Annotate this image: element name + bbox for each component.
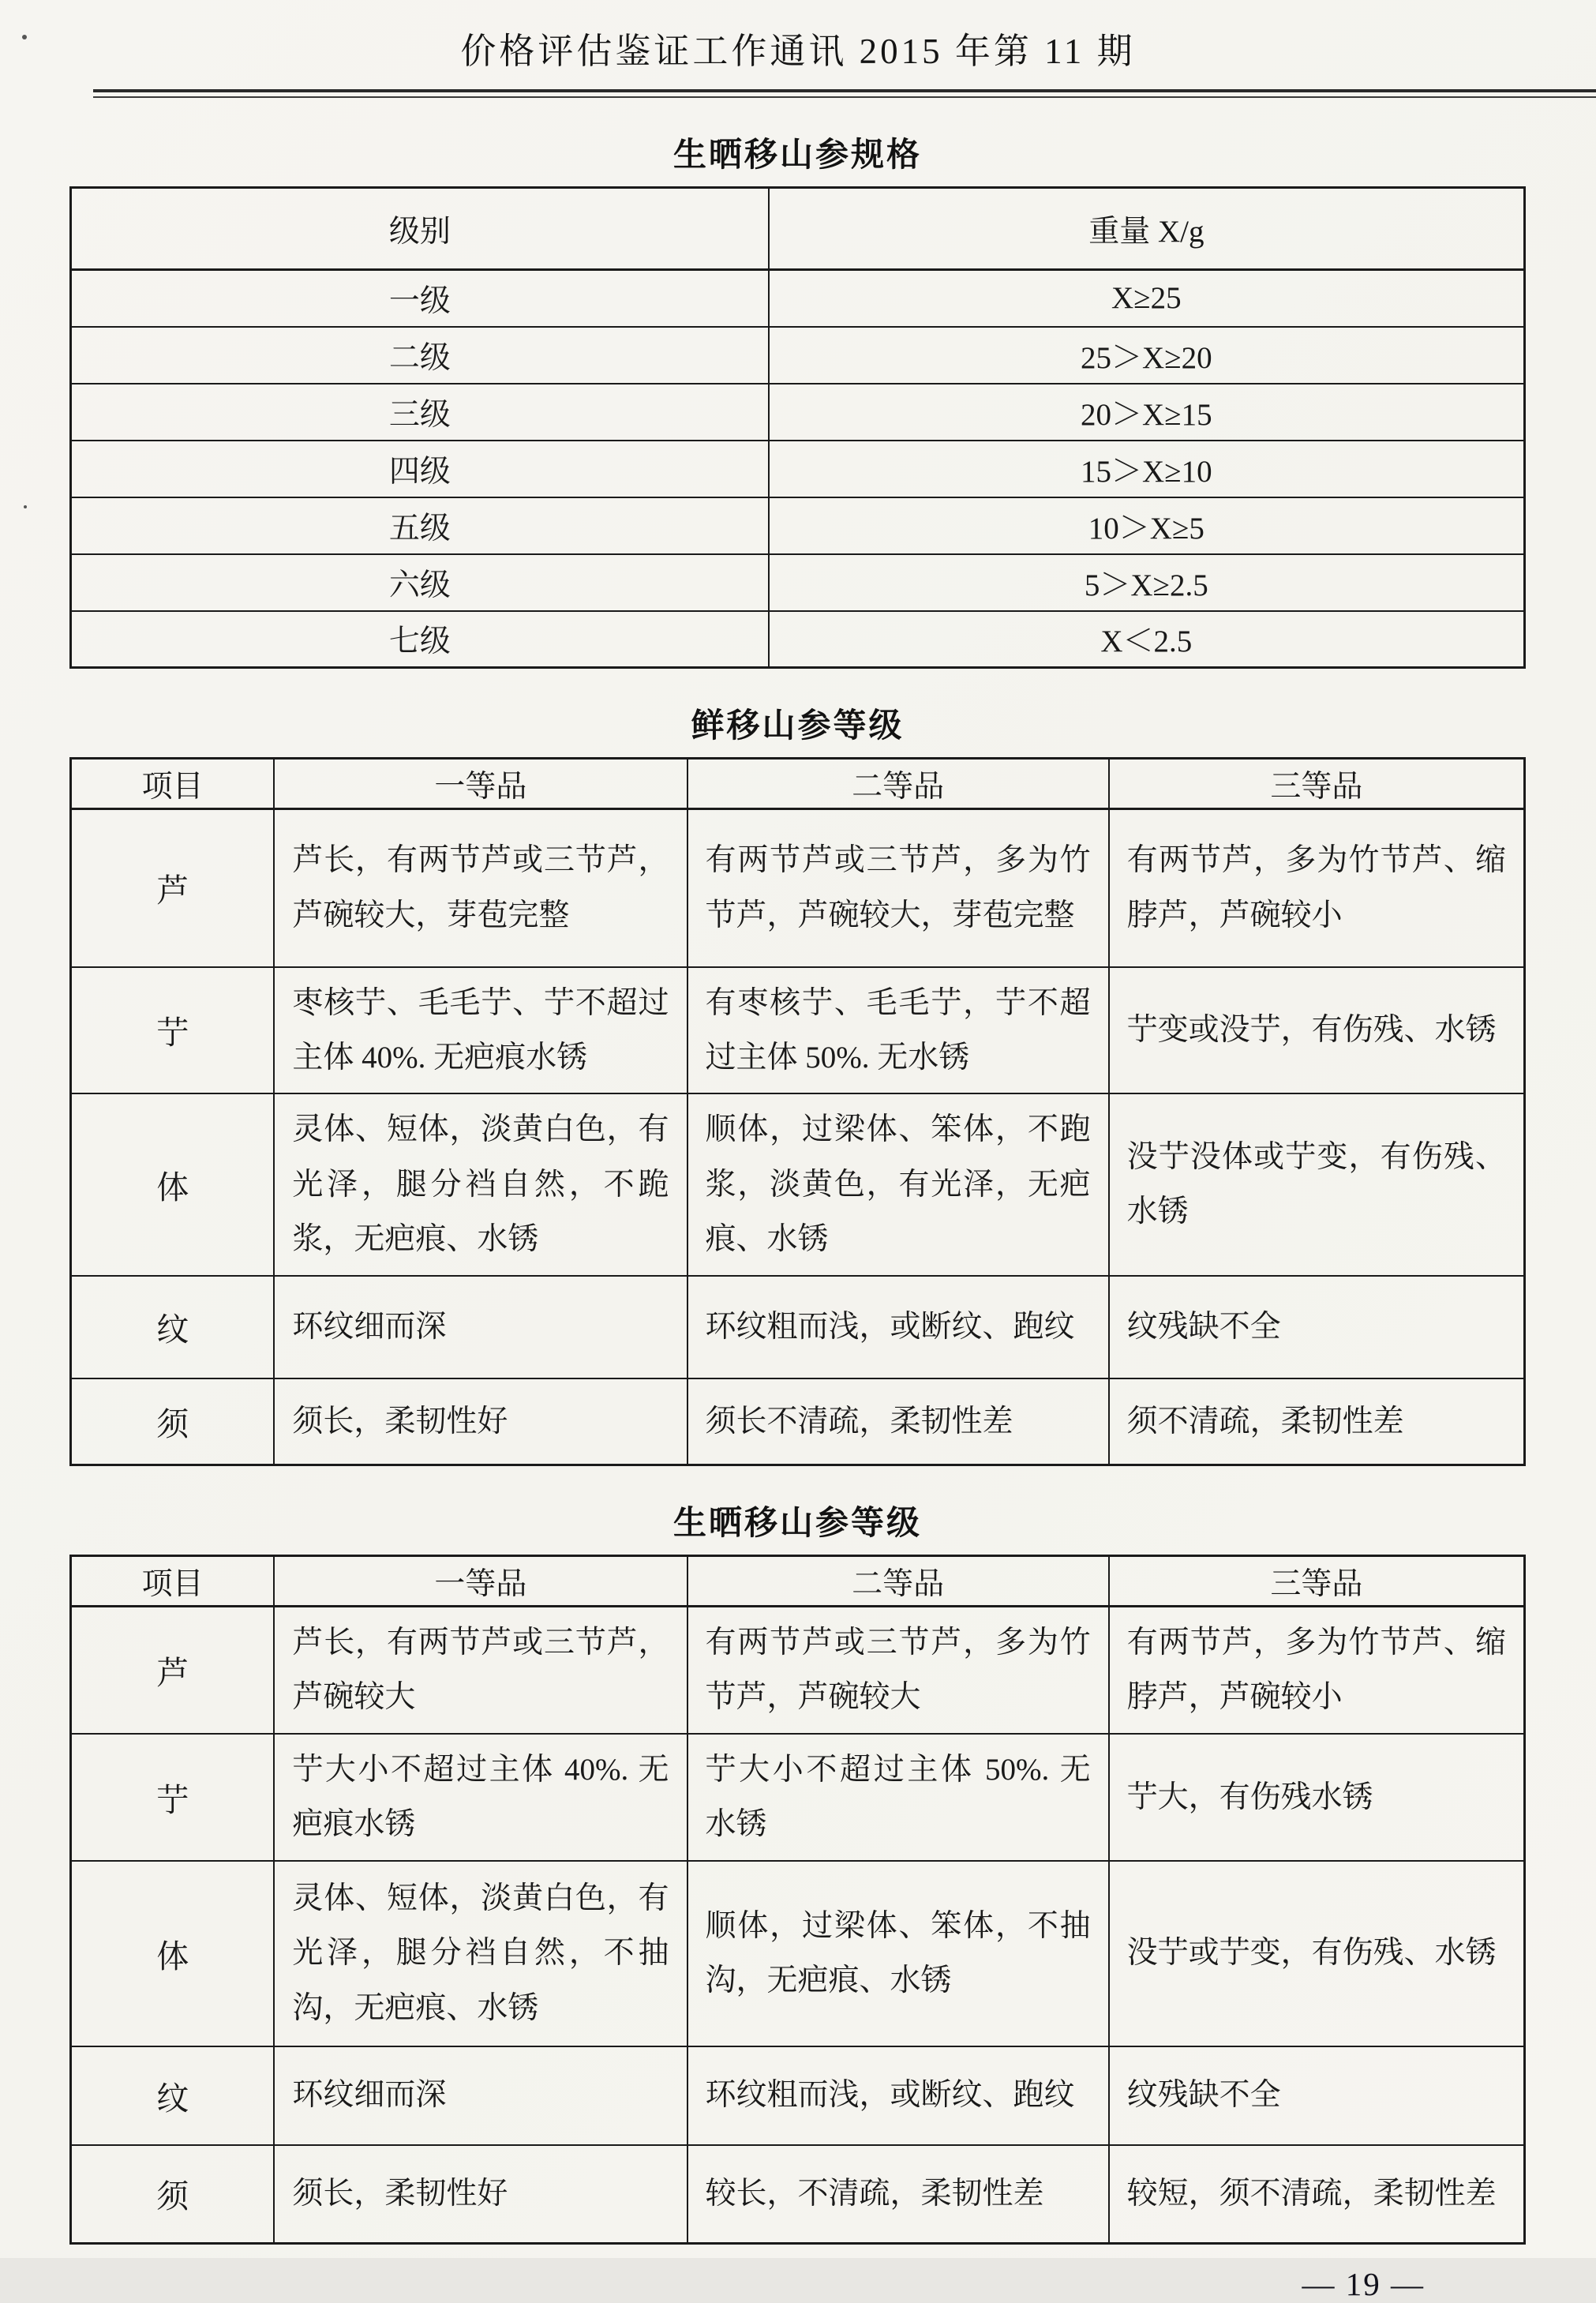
item-cell: 须 [71,2145,275,2244]
grade3-cell: 艼大，有伤残水锈 [1109,1734,1525,1861]
grade1-cell: 芦长，有两节芦或三节芦，芦碗较大 [274,1607,687,1734]
dried-grade-table [69,1555,1526,2245]
grade-cell: 五级 [71,497,769,554]
grade2-cell: 须长不清疏，柔韧性差 [687,1378,1109,1465]
table-row [71,497,1525,554]
grade-cell: 二级 [71,327,769,384]
table-row [71,967,1525,1094]
grade2-cell: 较长，不清疏，柔韧性差 [687,2145,1109,2244]
column-header-grade3: 三等品 [1109,759,1525,809]
grade3-cell: 没艼或艼变，有伤残、水锈 [1109,1861,1525,2046]
item-cell: 纹 [71,2046,275,2145]
table-row [71,441,1525,497]
item-cell: 体 [71,1093,275,1275]
grade3-cell: 有两节芦，多为竹节芦、缩脖芦，芦碗较小 [1109,809,1525,967]
grade1-cell: 环纹细而深 [274,1276,687,1378]
column-header-grade2: 二等品 [687,759,1109,809]
grade3-cell: 较短，须不清疏，柔韧性差 [1109,2145,1525,2244]
grade-cell: 四级 [71,441,769,497]
table-row [71,1378,1525,1465]
grade3-cell: 有两节芦，多为竹节芦、缩脖芦，芦碗较小 [1109,1607,1525,1734]
table-row [71,554,1525,611]
grade-cell: 三级 [71,384,769,441]
table-row [71,1734,1525,1861]
grade1-cell: 环纹细而深 [274,2046,687,2145]
grade-cell: 七级 [71,611,769,668]
grade2-cell: 环纹粗而浅，或断纹、跑纹 [687,2046,1109,2145]
table-row [71,2046,1525,2145]
weight-cell: 20＞X≥15 [769,384,1525,441]
grade1-cell: 灵体、短体，淡黄白色，有光泽，腿分裆自然，不跪浆，无疤痕、水锈 [274,1093,687,1275]
item-cell: 芦 [71,809,275,967]
grade3-cell: 须不清疏，柔韧性差 [1109,1378,1525,1465]
column-header-grade1: 一等品 [274,759,687,809]
grade1-cell: 芦长，有两节芦或三节芦，芦碗较大，芽苞完整 [274,809,687,967]
table-row [71,2145,1525,2244]
grade3-cell: 没艼没体或艼变，有伤残、水锈 [1109,1093,1525,1275]
grade2-cell: 环纹粗而浅，或断纹、跑纹 [687,1276,1109,1378]
column-header-grade3: 三等品 [1109,1556,1525,1607]
grade2-cell: 有两节芦或三节芦，多为竹节芦，芦碗较大 [687,1607,1109,1734]
grade1-cell: 灵体、短体，淡黄白色，有光泽，腿分裆自然，不抽沟，无疤痕、水锈 [274,1861,687,2046]
grade3-cell: 纹残缺不全 [1109,2046,1525,2145]
weight-cell: X≥25 [769,270,1525,327]
table-header-row [71,759,1525,809]
table-header-row [71,188,1525,270]
table-row [71,1607,1525,1734]
fresh-grade-table [69,757,1526,1466]
grade2-cell: 有枣核艼、毛毛艼，艼不超过主体 50%. 无水锈 [687,967,1109,1094]
spec-table-title: 生晒移山参规格 [672,137,922,174]
grade1-cell: 艼大小不超过主体 40%. 无疤痕水锈 [274,1734,687,1861]
page-content [69,133,1526,2303]
column-header-weight: 重量 X/g [769,188,1525,270]
weight-cell: 10＞X≥5 [769,497,1525,554]
item-cell: 体 [71,1861,275,2046]
scan-speck [22,35,27,39]
item-cell: 艼 [71,967,275,1094]
weight-cell: X＜2.5 [769,611,1525,668]
item-cell: 艼 [71,1734,275,1861]
weight-cell: 25＞X≥20 [769,327,1525,384]
table-row [71,270,1525,327]
table-row [71,1861,1525,2046]
grade2-cell: 顺体，过梁体、笨体，不跑浆，淡黄色，有光泽，无疤痕、水锈 [687,1093,1109,1275]
grade2-cell: 顺体，过梁体、笨体，不抽沟，无疤痕、水锈 [687,1861,1109,2046]
scan-speck [24,505,27,508]
column-header-item: 项目 [71,759,275,809]
journal-header: 价格评估鉴证工作通讯 2015 年第 11 期 [460,32,1136,71]
grade1-cell: 须长，柔韧性好 [274,1378,687,1465]
item-cell: 芦 [71,1607,275,1734]
grade3-cell: 艼变或没艼，有伤残、水锈 [1109,967,1525,1094]
page-number: — 19 — [1302,2266,1425,2303]
header-rule [93,89,1596,98]
table-row [71,809,1525,967]
item-cell: 纹 [71,1276,275,1378]
table-row [71,384,1525,441]
fresh-table-title: 鲜移山参等级 [691,708,905,745]
column-header-item: 项目 [71,1556,275,1607]
grade-cell: 一级 [71,270,769,327]
grade2-cell: 有两节芦或三节芦，多为竹节芦，芦碗较大，芽苞完整 [687,809,1109,967]
table-header-row [71,1556,1525,1607]
weight-cell: 5＞X≥2.5 [769,554,1525,611]
item-cell: 须 [71,1378,275,1465]
dried-table-title: 生晒移山参等级 [672,1506,922,1543]
table-row [71,1093,1525,1275]
table-row [71,1276,1525,1378]
column-header-grade: 级别 [71,188,769,270]
table-row [71,611,1525,668]
table-row [71,327,1525,384]
column-header-grade1: 一等品 [274,1556,687,1607]
grade-cell: 六级 [71,554,769,611]
grade1-cell: 须长，柔韧性好 [274,2145,687,2244]
column-header-grade2: 二等品 [687,1556,1109,1607]
grade3-cell: 纹残缺不全 [1109,1276,1525,1378]
weight-cell: 15＞X≥10 [769,441,1525,497]
spec-table [69,186,1526,669]
grade2-cell: 艼大小不超过主体 50%. 无水锈 [687,1734,1109,1861]
grade1-cell: 枣核艼、毛毛艼、艼不超过主体 40%. 无疤痕水锈 [274,967,687,1094]
